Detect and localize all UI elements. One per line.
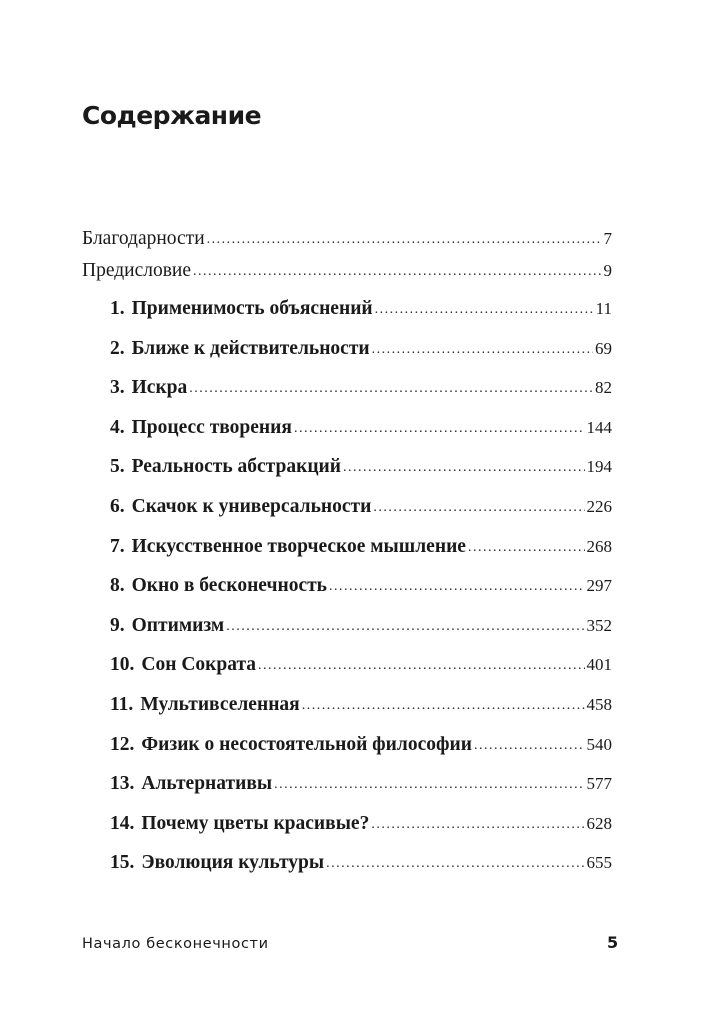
toc-entry-title: Реальность абстракций <box>131 456 342 477</box>
toc-entry-title: Эволюция культуры <box>141 852 325 873</box>
toc-chapter-entry <box>110 771 612 799</box>
toc-chapter-entry <box>110 375 612 403</box>
toc-dot-leader <box>193 259 601 285</box>
toc-chapter-entry <box>110 613 612 641</box>
toc-entry-title: Искусственное творческое мышление <box>131 536 466 557</box>
toc-entry-title: Ближе к действительности <box>131 338 370 359</box>
toc-dot-leader <box>474 733 585 759</box>
toc-dot-leader <box>274 772 584 798</box>
toc-dot-leader <box>468 535 585 561</box>
toc-entry-page: 540 <box>586 735 612 754</box>
toc-chapter-number: 15. <box>110 852 135 873</box>
toc-chapter-number: 5. <box>110 456 125 477</box>
toc-chapter-entry <box>110 811 612 839</box>
toc-entry-page: 628 <box>586 814 612 833</box>
toc-entry-title: Физик о несостоятельной философии <box>141 734 472 755</box>
toc-entry-page: 82 <box>595 378 612 397</box>
toc-entry-page: 458 <box>586 695 612 714</box>
page-title: Содержание <box>82 101 262 130</box>
toc-entry <box>82 258 612 286</box>
toc-chapter-entry <box>110 534 612 562</box>
toc-dot-leader <box>226 614 584 640</box>
toc-dot-leader <box>329 574 585 600</box>
toc-chapter-number: 9. <box>110 615 125 636</box>
toc-chapter-number: 3. <box>110 377 125 398</box>
toc-entry-title: Оптимизм <box>131 615 225 636</box>
toc-entry-page: 268 <box>586 537 612 556</box>
toc-chapter-number: 13. <box>110 773 135 794</box>
toc-entry-page: 11 <box>595 299 612 318</box>
toc-entry-page: 401 <box>586 655 612 674</box>
toc-entry-page: 144 <box>586 418 612 437</box>
toc-entry-page: 655 <box>586 853 612 872</box>
toc-entry-title: Сон Сократа <box>141 654 257 675</box>
toc-entry-title: Предисловие <box>82 260 192 281</box>
toc-entry-title: Процесс творения <box>131 417 292 438</box>
running-footer-book-title: Начало бесконечности <box>82 936 269 952</box>
toc-entry-title: Применимость объяснений <box>131 298 373 319</box>
toc-chapter-entry <box>110 652 612 680</box>
toc-chapter-number: 8. <box>110 575 125 596</box>
toc-dot-leader <box>375 297 594 323</box>
toc-entry-title: Мультивселенная <box>140 694 300 715</box>
toc-chapter-entry <box>110 336 612 364</box>
toc-chapter-entry <box>110 692 612 720</box>
toc-dot-leader <box>258 653 584 679</box>
toc-chapter-entry <box>110 494 612 522</box>
page-number: 5 <box>607 933 619 952</box>
toc-dot-leader <box>373 495 584 521</box>
toc-chapter-number: 1. <box>110 298 125 319</box>
toc-entry-page: 69 <box>595 339 612 358</box>
toc-entry-title: Благодарности <box>82 228 205 249</box>
toc-entry-page: 194 <box>586 457 612 476</box>
toc-chapter-number: 14. <box>110 813 135 834</box>
toc-chapter-entry <box>110 415 612 443</box>
toc-entry-page: 226 <box>586 497 612 516</box>
toc-dot-leader <box>302 693 585 719</box>
toc-entry-page: 9 <box>603 261 612 280</box>
toc-chapter-number: 7. <box>110 536 125 557</box>
toc-chapter-entry <box>110 573 612 601</box>
toc-dot-leader <box>371 812 584 838</box>
toc-entry-title: Почему цветы красивые? <box>141 813 370 834</box>
toc-chapter-entry <box>110 850 612 878</box>
toc-dot-leader <box>326 851 584 877</box>
toc-dot-leader <box>207 227 602 253</box>
toc-entry-page: 352 <box>586 616 612 635</box>
toc-chapter-entry <box>110 296 612 324</box>
toc-entry-title: Окно в бесконечность <box>131 575 327 596</box>
toc-chapter-number: 2. <box>110 338 125 359</box>
toc-chapter-number: 10. <box>110 654 135 675</box>
toc-dot-leader <box>294 416 585 442</box>
toc-dot-leader <box>372 337 593 363</box>
toc-dot-leader <box>189 376 593 402</box>
toc-chapter-entry <box>110 454 612 482</box>
toc-entry-page: 297 <box>586 576 612 595</box>
toc-entry-page: 577 <box>586 774 612 793</box>
toc-chapter-number: 6. <box>110 496 125 517</box>
toc-entry <box>82 226 612 254</box>
toc-entry-title: Альтернативы <box>141 773 273 794</box>
toc-entry-title: Искра <box>131 377 188 398</box>
toc-chapter-number: 12. <box>110 734 135 755</box>
toc-chapter-number: 11. <box>110 694 134 715</box>
toc-entry-title: Скачок к универсальности <box>131 496 372 517</box>
toc-dot-leader <box>343 455 584 481</box>
toc-entry-page: 7 <box>603 229 612 248</box>
toc-chapter-entry <box>110 732 612 760</box>
toc-chapter-number: 4. <box>110 417 125 438</box>
